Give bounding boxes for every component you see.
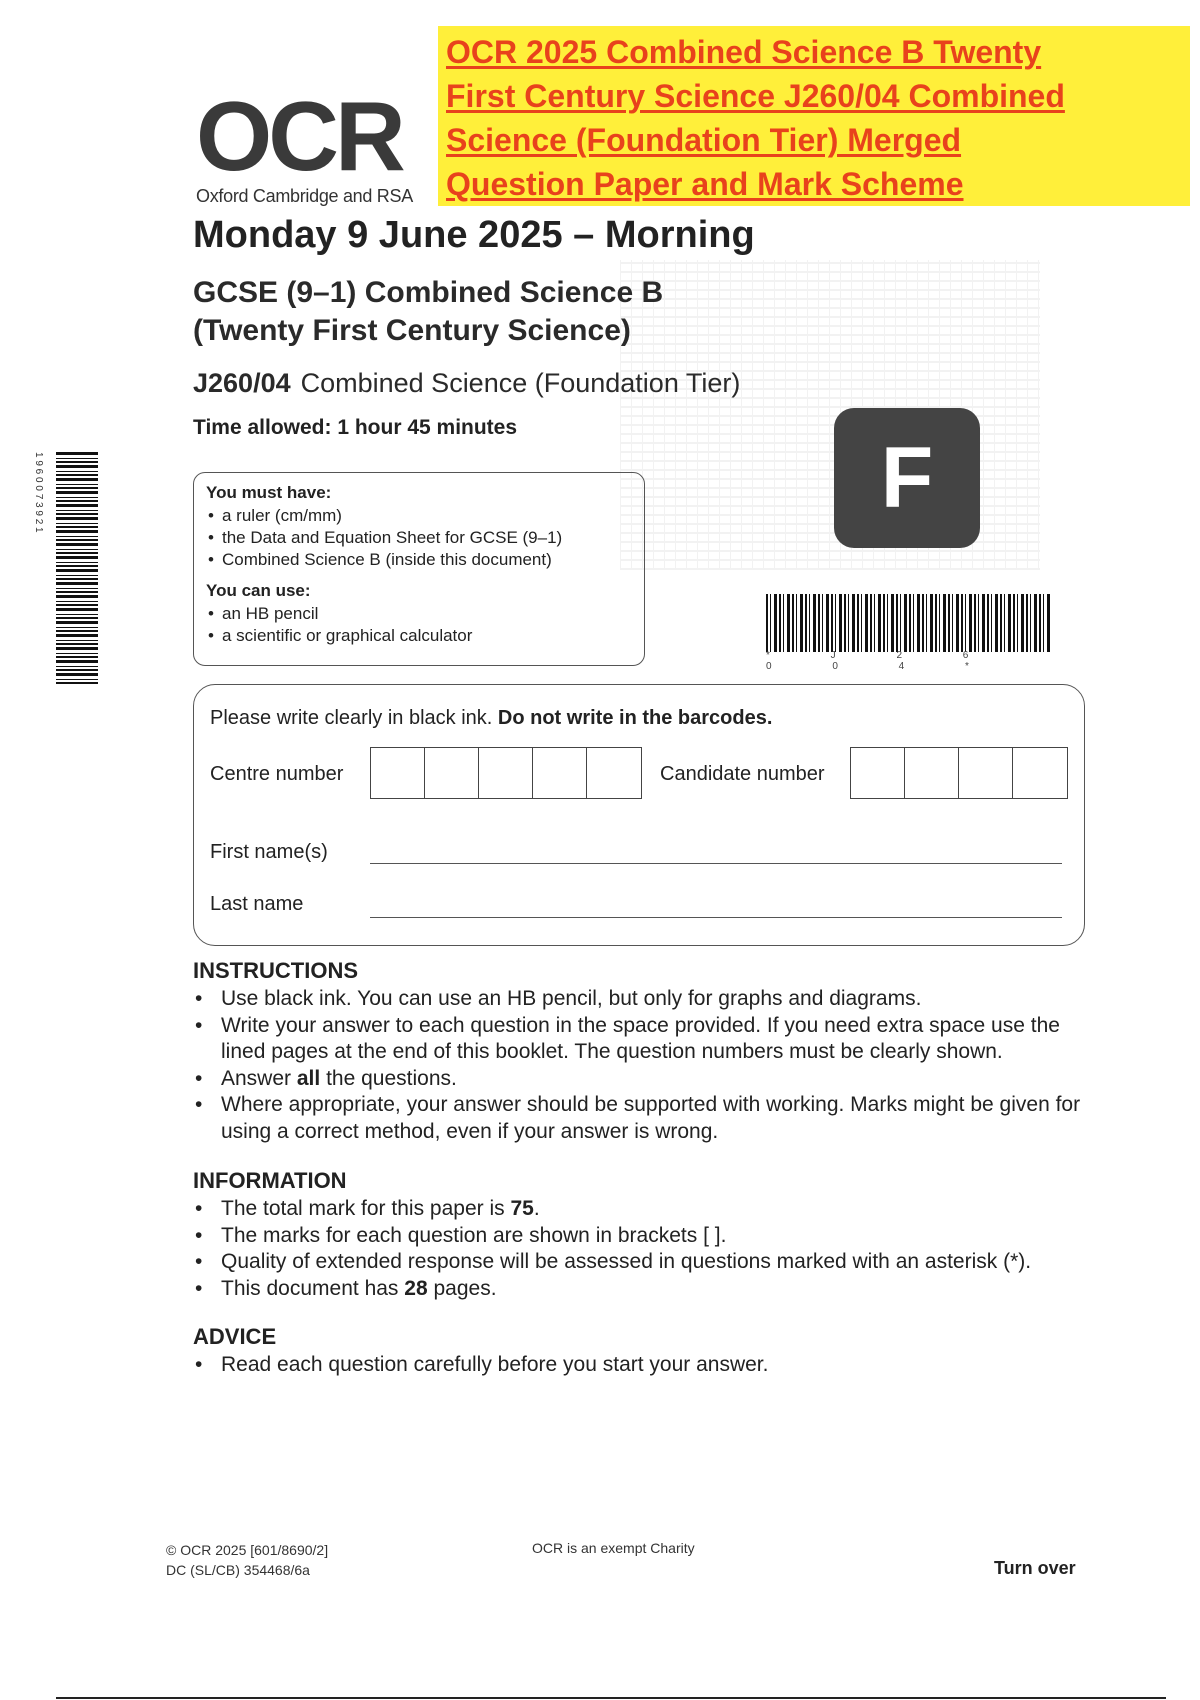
list-item-continued: • Combined Science B (inside this document): [206, 549, 632, 571]
pages-suffix: pages.: [433, 1276, 497, 1300]
logo-wordmark: OCR: [196, 81, 402, 191]
last-name-line[interactable]: [370, 917, 1062, 918]
document-ref: DC (SL/CB) 354468/6a: [166, 1562, 310, 1578]
candidate-number-label: Candidate number: [660, 763, 825, 785]
candidate-number-field[interactable]: [850, 747, 1068, 799]
horizontal-barcode: [766, 594, 1050, 652]
time-label: Time allowed:: [193, 416, 332, 439]
pages-value: 28: [404, 1276, 428, 1300]
digit-box[interactable]: [425, 748, 479, 798]
first-name-line[interactable]: [370, 863, 1062, 864]
list-item: • The marks for each question are shown in brackets [ ].: [193, 1223, 1093, 1250]
total-prefix: The total mark for this paper is: [221, 1197, 505, 1220]
intro-bold: Do not write in the barcodes.: [497, 707, 773, 729]
can-use-list: [206, 603, 632, 647]
list-item: • a scientific or graphical calculator: [206, 625, 632, 647]
banner-line[interactable]: Question Paper and Mark Scheme: [446, 166, 964, 202]
pages-prefix: This document has: [221, 1276, 399, 1300]
must-have-heading: You must have:: [206, 483, 332, 502]
charity-note: OCR is an exempt Charity: [532, 1540, 695, 1556]
first-name-label: First name(s): [210, 841, 328, 863]
information-list: [193, 1196, 1093, 1302]
list-item: [193, 1276, 1093, 1303]
centre-number-field[interactable]: [370, 747, 642, 799]
list-item: • an HB pencil: [206, 603, 632, 625]
vertical-barcode: [56, 452, 98, 684]
logo-tagline: Oxford Cambridge and RSA: [196, 186, 413, 206]
instructions-section: [193, 958, 1093, 1145]
instructions-heading: INSTRUCTIONS: [193, 958, 358, 983]
answer-suffix: the questions.: [326, 1066, 457, 1090]
horizontal-barcode-digits: * J 2 6 0 0 4 *: [766, 650, 998, 672]
digit-box[interactable]: [587, 748, 641, 798]
qualification-line: (Twenty First Century Science): [193, 314, 631, 347]
copyright-text: © OCR 2025 [601/8690/2]: [166, 1542, 329, 1558]
instructions-list: [193, 986, 1093, 1145]
footer-copyright: [166, 1540, 328, 1580]
qualification-line: GCSE (9–1) Combined Science B: [193, 276, 664, 309]
digit-box[interactable]: [1013, 748, 1067, 798]
promo-banner: [438, 26, 1190, 206]
last-name-label: Last name: [210, 893, 304, 915]
list-item: • Where appropriate, your answer should be supported with working. Marks might be given for using a correct method, even if your answer is wrong.: [193, 1092, 1093, 1145]
centre-number-label: Centre number: [210, 763, 344, 785]
vertical-barcode-digits: 1 9 6 0 0 7 3 9 2 1: [33, 452, 44, 533]
must-have-list: [206, 505, 632, 571]
candidate-intro: [210, 707, 772, 730]
advice-section: [193, 1324, 1093, 1379]
digit-box[interactable]: [851, 748, 905, 798]
list-item: • Write your answer to each question in the space provided. If you need extra space use the lined pages at the end of this booklet. The question numbers must be clearly shown.: [193, 1013, 1093, 1066]
list-item: [193, 1066, 1093, 1093]
tier-badge: F: [834, 408, 980, 548]
list-item: • Quality of extended response will be assessed in questions marked with an asterisk (*).: [193, 1249, 1093, 1276]
digit-box[interactable]: [905, 748, 959, 798]
turn-over: Turn over: [994, 1558, 1076, 1578]
bottom-rule: [56, 1697, 1166, 1699]
unit-title: [193, 368, 740, 399]
digit-box[interactable]: [371, 748, 425, 798]
unit-name: Combined Science (Foundation Tier): [300, 368, 741, 398]
advice-heading: ADVICE: [193, 1324, 277, 1349]
advice-list: [193, 1352, 1093, 1379]
list-item: • Use black ink. You can use an HB pencil, but only for graphs and diagrams.: [193, 986, 1093, 1013]
banner-line[interactable]: Science (Foundation Tier) Merged: [446, 122, 962, 158]
time-allowed: [193, 416, 517, 440]
qualification-title: [193, 274, 663, 350]
exam-date: Monday 9 June 2025 – Morning: [193, 214, 755, 256]
intro-text: Please write clearly in black ink.: [210, 707, 493, 729]
can-use-heading: You can use:: [206, 581, 311, 600]
information-section: [193, 1168, 1093, 1302]
candidate-details-box: [193, 684, 1085, 946]
banner-line[interactable]: First Century Science J260/04 Combined: [446, 78, 1065, 114]
list-item: • a ruler (cm/mm): [206, 505, 632, 527]
equipment-box: [193, 472, 645, 666]
digit-box[interactable]: [479, 748, 533, 798]
ocr-logo: [196, 81, 436, 207]
list-item: • the Data and Equation Sheet for GCSE (9–1): [206, 527, 632, 549]
list-item: • The total mark for this paper is 75.: [193, 1196, 1093, 1223]
total-value: 75: [510, 1197, 534, 1220]
answer-bold: all: [296, 1066, 321, 1090]
information-heading: INFORMATION: [193, 1168, 347, 1193]
time-value: 1 hour 45 minutes: [337, 416, 518, 439]
list-item: • Read each question carefully before you start your answer.: [193, 1352, 1093, 1379]
digit-box[interactable]: [533, 748, 587, 798]
banner-line[interactable]: OCR 2025 Combined Science B Twenty: [446, 34, 1042, 70]
digit-box[interactable]: [959, 748, 1013, 798]
answer-prefix: Answer: [221, 1066, 292, 1090]
unit-code: J260/04: [193, 368, 291, 398]
